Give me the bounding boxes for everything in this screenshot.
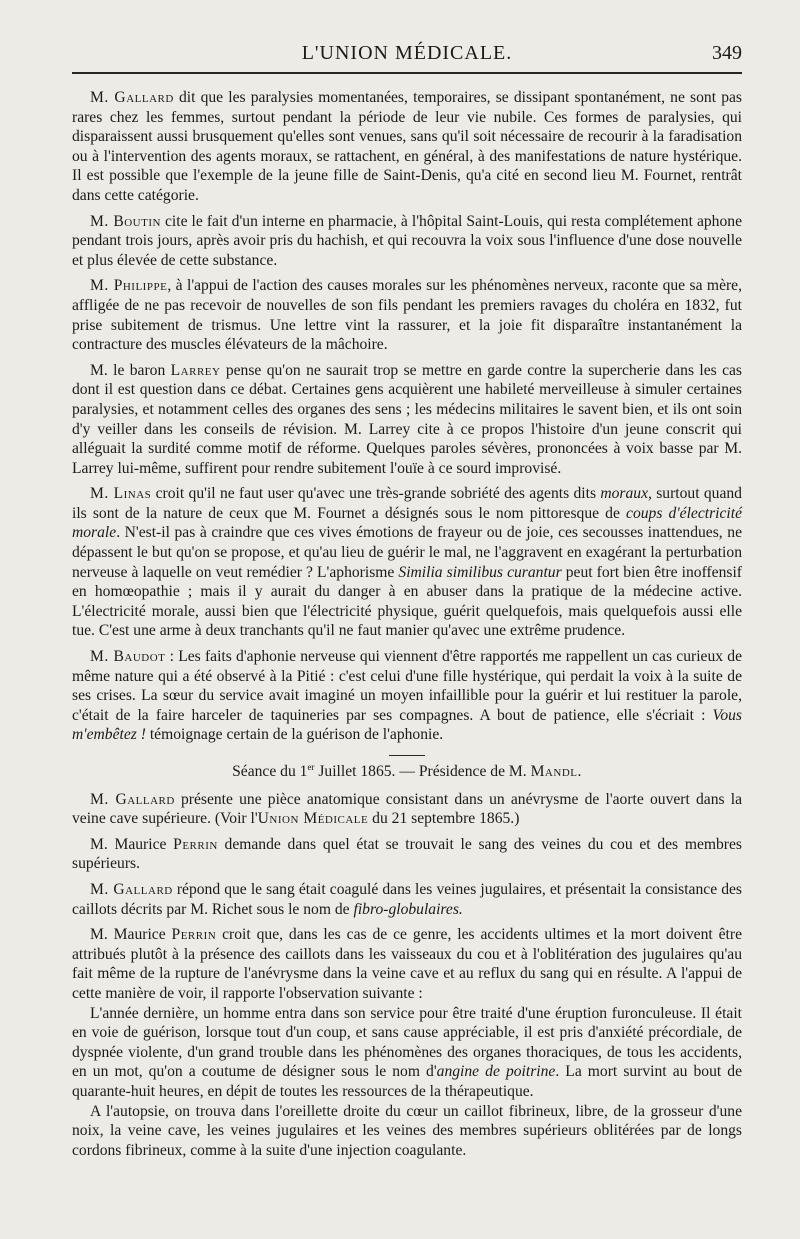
paragraph-text: A l'autopsie, on trouva dans l'oreillette droite du cœur un caillot fibrineux, libre, de la grosseur d'une noix, la veine cave, les veines jugulaires et les veines des membres supérieurs oblitérées par de longs cordons fibrineux, comme à la suite d'une injection coagulante. xyxy=(72,1102,742,1159)
session-presidency: Juillet 1865. — Présidence de M. xyxy=(314,763,531,780)
italic-text: moraux, xyxy=(600,485,652,503)
paragraph-text: peut fort bien être inoffensif en homœopathie ; mais il y aurait du danger à en abuser dans la pratique de la médecine active. L'électricité morale, aussi bien que l'électricité physique, guérit quelquefois, mais quelquefois aussi elle tue. C'est une arme à deux tranchants qu'il ne faut manier qu'avec une extrême prudence. xyxy=(72,563,742,640)
president-name: Mandl. xyxy=(530,763,582,780)
paragraph-text: dit que les paralysies momentanées, temporaires, se dissipant spontanément, ne sont pas rares chez les femmes, surtout pendant la période de leur vie nubile. Ces formes de paralysies, qui disparaissent aussi brusquement qu'elles sont venues, sans qu'il soit nécessaire de recourir à la faradisation ou à l'intervention des agents moraux, se rattachent, en général, à des manifestations de nature hystérique. Il est possible que l'exemple de la jeune fille de Saint-Denis, qu'a cité en second lieu M. Fournet, rentrât dans cette catégorie. xyxy=(72,89,742,204)
speaker-prefix: M. Maurice xyxy=(90,835,174,853)
speaker-name: M. Gallard xyxy=(90,89,174,106)
paragraph xyxy=(72,790,742,829)
speaker-prefix: M. le baron xyxy=(90,361,171,379)
speaker-name: M. Gallard xyxy=(90,790,175,808)
session-heading xyxy=(72,762,742,782)
speaker-name: M. Philippe xyxy=(90,277,168,295)
ordinal-suffix: er xyxy=(307,761,315,772)
paragraph-text: , à l'appui de l'action des causes morales sur les phénomènes nerveux, raconte que sa mère, affligée de ne pas recevoir de nouvelles de son fils pendant les premiers ravages du choléra en 1832, fut prise subitement de trismus. Une lettre vint la rassurer, et la joie fit disparaître instantanément la contracture des muscles élévateurs de la mâchoire. xyxy=(72,277,742,354)
italic-text: coups d'électricité morale xyxy=(72,504,743,542)
paragraph xyxy=(72,484,742,641)
paragraph-text: témoignage certain de la guérison de l'aphonie. xyxy=(145,726,444,744)
paragraph xyxy=(72,212,742,271)
paragraph-text: cite le fait d'un interne en pharmacie, à l'hôpital Saint-Louis, qui resta complétement aphone pendant trois jours, après avoir pris du hachish, et qui recouvra la voix sous l'influence d'une dose nouvelle et plus élevée de cette substance. xyxy=(72,212,742,269)
paragraph xyxy=(72,361,742,479)
page-number: 349 xyxy=(712,42,742,64)
paragraph xyxy=(72,835,742,874)
paragraph-text: surtout quand ils sont de la nature de ceux que M. Fournet a désignés sous le nom pittoresque de xyxy=(72,485,742,522)
paragraph xyxy=(72,647,742,745)
paragraph-text: . N'est-il pas à craindre que ces vives émotions de frayeur ou de joie, ces secousses inattendues, ne dépassent le but qu'on se propose, et qu'au lieu de guérir le mal, ne l'aggravent en exagérant la perturbation nerveuse à laquelle on veut remédier ? L'aphorisme xyxy=(72,524,742,581)
speaker-name: M. Linas xyxy=(90,485,152,503)
speaker-name: M. Gallard xyxy=(90,880,173,898)
paragraph-text: présente une pièce anatomique consistant dans un anévrysme de l'aorte ouvert dans la veine cave supérieure. (Voir l' xyxy=(72,790,742,828)
italic-text: Similia similibus curantur xyxy=(398,563,562,581)
speaker-prefix: M. Maurice xyxy=(90,926,172,944)
speaker-name: M. Boutin xyxy=(90,212,161,230)
paragraph xyxy=(72,925,742,1003)
paragraph-text: croit que, dans les cas de ce genre, les accidents ultimes et la mort doivent être attribués plutôt à la présence des caillots dans les vaisseaux du cou et à l'oblitération des jugulaires qu'au fait même de la rupture de l'anévrysme dans la veine cave et au reflux du sang qui en résulte. A l'appui de cette manière de voir, il rapporte l'observation suivante : xyxy=(72,926,742,1002)
paragraph xyxy=(72,276,742,354)
italic-text: fibro-globulaires. xyxy=(353,900,463,918)
paragraph-text: croit qu'il ne faut user qu'avec une très-grande sobriété des agents dits xyxy=(151,485,601,503)
italic-text: Vous m'embêtez ! xyxy=(72,706,742,744)
speaker-name: Larrey xyxy=(170,361,221,379)
speaker-name: Perrin xyxy=(173,835,218,853)
speaker-name: Perrin xyxy=(171,926,217,944)
page-header xyxy=(72,38,742,74)
running-title: L'UNION MÉDICALE. xyxy=(301,42,513,64)
paragraph xyxy=(72,1102,742,1161)
paragraph-text: demande dans quel état se trouvait le sang des veines du cou et des membres supérieurs. xyxy=(72,835,742,873)
paragraph-text: pense qu'on ne saurait trop se mettre en garde contre la supercherie dans les cas dont il est question dans ce débat. Certaines gens acquièrent une habileté merveilleuse à simuler certaines paralysies, et notamment celles des organes des sens ; les médecins militaires le savent bien, et ils ont soin d'y veiller dans les conseils de révision. M. Larrey cite à ce propos l'histoire d'un jeune conscrit qui alléguait la surdité comme motif de réforme. Quelques paroles sévères, prononcées à voix basse par M. Larrey lui-même, suffirent pour rendre subitement l'ouïe à ce sourd improvisé. xyxy=(72,361,742,477)
session-date: Séance du 1 xyxy=(232,763,308,780)
paragraph-text: du 21 septembre 1865.) xyxy=(368,810,520,828)
speaker-name: M. Baudot xyxy=(90,648,166,666)
italic-text: angine de poitrine xyxy=(436,1063,556,1081)
paragraph-text: : Les faits d'aphonie nerveuse qui viennent d'être rapportés me rappellent un cas curieux de même nature qui a été observé à la Pitié : c'est celui d'une fille hystérique, qui perdait la voix à la suite de ses crises. La sœur du service avait imaginé un moyen infaillible pour la guérir et lui restituer la parole, c'était de la faire harceler de taquineries par ses compagnes. A bout de patience, elle s'écriait : xyxy=(72,648,742,724)
paragraph-text: répond que le sang était coagulé dans les veines jugulaires, et présentait la consistance des caillots décrits par M. Richet sous le nom de xyxy=(72,880,742,918)
paragraph xyxy=(72,1004,742,1102)
paragraph xyxy=(72,88,742,206)
journal-name: Union Médicale xyxy=(257,810,369,828)
article-body xyxy=(72,88,742,1160)
paragraph-text: . La mort survint au bout de quarante-huit heures, en dépit de toutes les ressources de la thérapeutique. xyxy=(72,1063,742,1100)
paragraph xyxy=(72,880,742,919)
section-divider xyxy=(389,755,425,756)
paragraph-text: L'année dernière, un homme entra dans son service pour être traité d'une éruption furonculeuse. Il était en voie de guérison, lorsque tout d'un coup, et sans cause appréciable, il est pris d'anxiété précordiale, de dyspnée violente, d'un grand trouble dans les phénomènes des organes thoraciques, de tous les accidents, en un mot, qu'on a coutume de désigner sous le nom d' xyxy=(72,1004,742,1081)
